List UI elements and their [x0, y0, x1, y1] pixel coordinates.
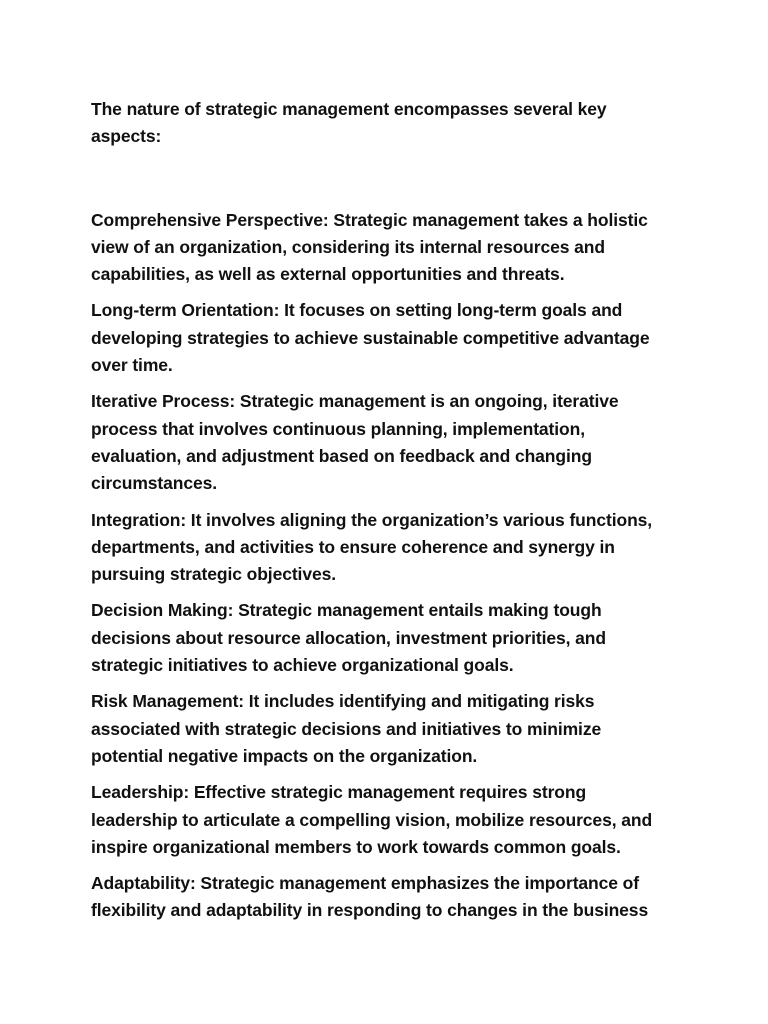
paragraph-adaptability: Adaptability: Strategic management emphasizes the importance of flexibility and adaptability in responding to changes in the business [91, 873, 649, 921]
paragraph-iterative-process: Iterative Process: Strategic management is an ongoing, iterative process that involves continuous planning, implementation, evaluation, and adjustment based on feedback and changing circumstances. [91, 391, 619, 494]
paragraph-integration: Integration: It involves aligning the organization’s various functions, departments, and activities to ensure coherence and synergy in pursuing strategic objectives. [91, 509, 653, 585]
document-body [91, 96, 671, 934]
paragraph-leadership: Leadership: Effective strategic management requires strong leadership to articulate a compelling vision, mobilize resources, and inspire organizational members to work towards common goals. [91, 782, 653, 857]
paragraph-long-term-orientation: Long-term Orientation: It focuses on setting long-term goals and developing strategies to achieve sustainable competitive advantage over time. [91, 300, 650, 376]
paragraph-comprehensive-perspective: Comprehensive Perspective: Strategic management takes a holistic view of an organization, considering its internal resources and capabilities, as well as external opportunities and threats. [91, 209, 648, 285]
paragraph-risk-management: Risk Management: It includes identifying and mitigating risks associated with strategic decisions and initiatives to minimize potential negative impacts on the organization. [91, 691, 602, 766]
paragraph-decision-making: Decision Making: Strategic management entails making tough decisions about resource allocation, investment priorities, and strategic initiatives to achieve organizational goals. [91, 600, 606, 676]
intro-paragraph: The nature of strategic management encompasses several key aspects: [91, 99, 607, 147]
